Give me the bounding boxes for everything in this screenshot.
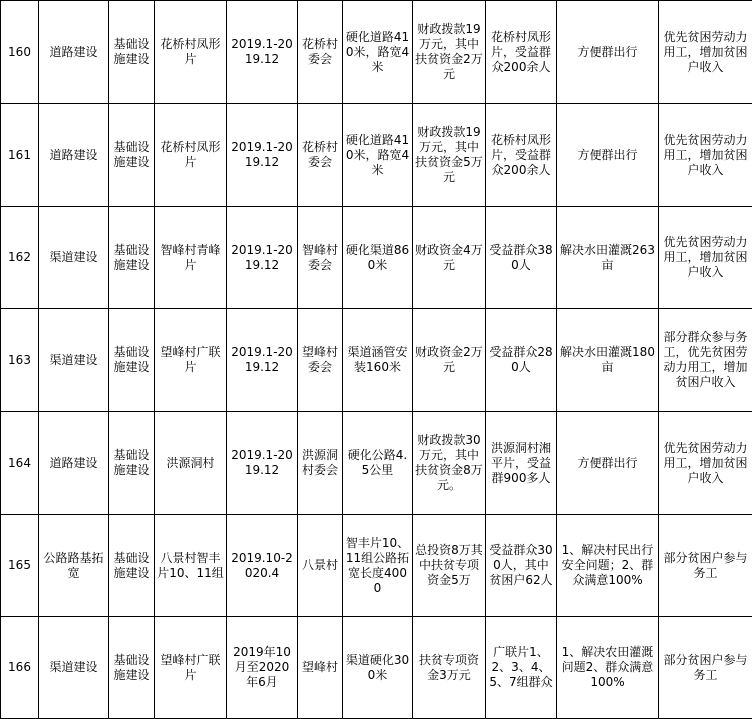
funding: 财政资金2万元 xyxy=(413,309,486,412)
project-owner: 智峰村委会 xyxy=(298,207,343,309)
table-row xyxy=(1,617,752,719)
beneficiaries: 受益群众280人 xyxy=(486,309,557,412)
poverty-link: 部分贫困户参与务工 xyxy=(659,515,752,617)
project-period: 2019.10-2020.4 xyxy=(227,515,298,617)
project-category: 基础设施建设 xyxy=(109,412,155,515)
project-owner: 花桥村委会 xyxy=(298,1,343,104)
project-period: 2019.1-2019.12 xyxy=(227,104,298,207)
beneficiaries: 受益群众380人 xyxy=(486,207,557,309)
project-category: 基础设施建设 xyxy=(109,515,155,617)
project-category: 基础设施建设 xyxy=(109,309,155,412)
project-period: 2019年10月至2020年6月 xyxy=(227,617,298,719)
expected-benefit: 1、解决村民出行安全问题；2、群众满意100% xyxy=(557,515,659,617)
project-location: 花桥村凤形片 xyxy=(155,104,227,207)
construction-scale: 智丰片10、11组公路拓宽长度4000 xyxy=(343,515,413,617)
project-type: 公路路基拓宽 xyxy=(39,515,109,617)
construction-scale: 硬化公路4.5公里 xyxy=(343,412,413,515)
construction-scale: 渠道涵管安装160米 xyxy=(343,309,413,412)
row-index: 162 xyxy=(1,207,39,309)
project-owner: 望峰村 xyxy=(298,617,343,719)
construction-scale: 硬化道路410米，路宽4米 xyxy=(343,104,413,207)
funding: 财政拨款19万元，其中扶贫资金5万元 xyxy=(413,104,486,207)
expected-benefit: 1、解决农田灌溉问题2、群众满意100% xyxy=(557,617,659,719)
project-category: 基础设施建设 xyxy=(109,104,155,207)
construction-scale: 渠道硬化300米 xyxy=(343,617,413,719)
project-owner: 八景村 xyxy=(298,515,343,617)
beneficiaries: 受益群众300人，其中贫困户62人 xyxy=(486,515,557,617)
funding: 财政拨款30万元，其中扶贫资金8万元。 xyxy=(413,412,486,515)
row-index: 166 xyxy=(1,617,39,719)
table-row xyxy=(1,104,752,207)
project-location: 望峰村广联片 xyxy=(155,309,227,412)
project-category: 基础设施建设 xyxy=(109,207,155,309)
table-row xyxy=(1,309,752,412)
project-period: 2019.1-2019.12 xyxy=(227,1,298,104)
expected-benefit: 解决水田灌溉263亩 xyxy=(557,207,659,309)
expected-benefit: 方便群出行 xyxy=(557,104,659,207)
funding: 总投资8万其中扶贫专项资金5万 xyxy=(413,515,486,617)
poverty-link: 优先贫困劳动力用工，增加贫困户收入 xyxy=(659,104,752,207)
row-index: 161 xyxy=(1,104,39,207)
project-type: 道路建设 xyxy=(39,412,109,515)
table-row xyxy=(1,1,752,104)
poverty-link: 优先贫困劳动力用工，增加贫困户收入 xyxy=(659,207,752,309)
funding: 财政拨款19万元，其中扶贫资金2万元 xyxy=(413,1,486,104)
project-type: 道路建设 xyxy=(39,104,109,207)
beneficiaries: 广联片1、2、3、4、5、7组群众 xyxy=(486,617,557,719)
poverty-link: 部分群众参与务工，优先贫困劳动力用工，增加贫困户收入 xyxy=(659,309,752,412)
poverty-link: 优先贫困劳动力用工，增加贫困户收入 xyxy=(659,1,752,104)
row-index: 165 xyxy=(1,515,39,617)
project-location: 望峰村广联片 xyxy=(155,617,227,719)
row-index: 160 xyxy=(1,1,39,104)
project-type: 渠道建设 xyxy=(39,207,109,309)
project-period: 2019.1-2019.12 xyxy=(227,309,298,412)
beneficiaries: 花桥村凤形片，受益群众200余人 xyxy=(486,1,557,104)
project-location: 八景村智丰片10、11组 xyxy=(155,515,227,617)
project-period: 2019.1-2019.12 xyxy=(227,412,298,515)
row-index: 164 xyxy=(1,412,39,515)
funding: 财政资金4万元 xyxy=(413,207,486,309)
project-period: 2019.1-2019.12 xyxy=(227,207,298,309)
project-location: 智峰村青峰片 xyxy=(155,207,227,309)
beneficiaries: 花桥村凤形片，受益群众200余人 xyxy=(486,104,557,207)
expected-benefit: 方便群出行 xyxy=(557,412,659,515)
expected-benefit: 方便群出行 xyxy=(557,1,659,104)
table-row xyxy=(1,207,752,309)
project-owner: 花桥村委会 xyxy=(298,104,343,207)
project-type: 渠道建设 xyxy=(39,617,109,719)
project-location: 花桥村凤形片 xyxy=(155,1,227,104)
construction-scale: 硬化渠道860米 xyxy=(343,207,413,309)
project-location: 洪源洞村 xyxy=(155,412,227,515)
project-type: 道路建设 xyxy=(39,1,109,104)
expected-benefit: 解决水田灌溉180亩 xyxy=(557,309,659,412)
poverty-link: 部分贫困户参与务工 xyxy=(659,617,752,719)
row-index: 163 xyxy=(1,309,39,412)
beneficiaries: 洪源洞村湘平片，受益群900多人 xyxy=(486,412,557,515)
project-owner: 望峰村委会 xyxy=(298,309,343,412)
funding: 扶贫专项资金3万元 xyxy=(413,617,486,719)
construction-scale: 硬化道路410米，路宽4米 xyxy=(343,1,413,104)
table-row xyxy=(1,515,752,617)
project-type: 渠道建设 xyxy=(39,309,109,412)
project-owner: 洪源洞村委会 xyxy=(298,412,343,515)
table-row xyxy=(1,412,752,515)
project-category: 基础设施建设 xyxy=(109,617,155,719)
poverty-link: 优先贫困劳动力用工，增加贫困户收入 xyxy=(659,412,752,515)
project-category: 基础设施建设 xyxy=(109,1,155,104)
